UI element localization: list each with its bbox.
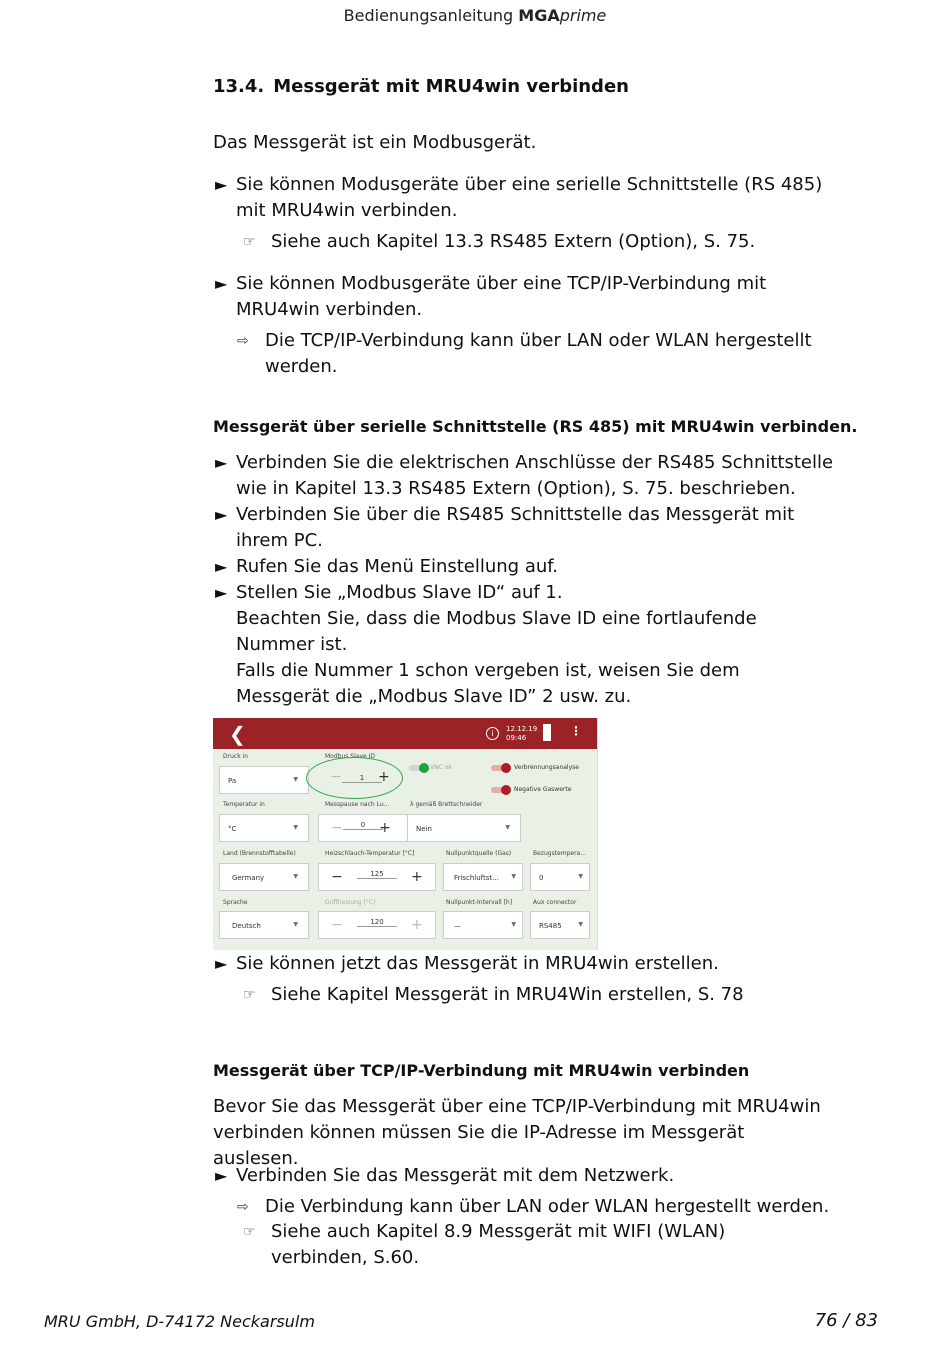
caret-down-icon: ▼ (293, 921, 298, 928)
nullint-label: Nullpunkt-Intervall [h] (446, 899, 513, 906)
page-number: 76 / 83 (814, 1310, 878, 1331)
griff-stepper[interactable]: − 120 + (318, 911, 436, 939)
messpause-stepper[interactable]: − 0 + (318, 814, 408, 842)
temp-select[interactable]: °C ▼ (219, 814, 309, 842)
caret-down-icon: ▼ (578, 921, 583, 928)
intro-text: Das Messgerät ist ein Modbusgerät. (213, 132, 537, 153)
heiz-label: Heizschlauch-Temperatur [°C] (325, 850, 415, 857)
minus-icon[interactable]: − (331, 917, 343, 933)
serial-heading: Messgerät über serielle Schnittstelle (RS 485) mit MRU4win verbinden. (213, 417, 858, 436)
serial-note-1: Beachten Sie, dass die Modbus Slave ID eine fortlaufende Nummer ist. (236, 608, 757, 655)
lambda-select[interactable]: Nein ▼ (407, 814, 521, 842)
aux-label: Aux connector (533, 899, 577, 906)
land-label: Land (Brennstofftabelle) (223, 850, 296, 857)
bullet-arrow-icon: ► (215, 954, 228, 973)
footer-company: MRU GmbH, D-74172 Neckarsulm (44, 1312, 315, 1331)
bullet-arrow-icon: ► (215, 557, 228, 576)
brand-italic: prime (559, 6, 607, 25)
temp-label: Temperatur in (223, 801, 265, 808)
info-icon[interactable]: i (486, 727, 499, 740)
pointing-hand-icon: ☞ (243, 1224, 256, 1240)
heiz-stepper[interactable]: − 125 + (318, 863, 436, 891)
pointing-hand-icon: ☞ (243, 987, 256, 1003)
bullet-arrow-icon: ► (215, 453, 228, 472)
messpause-label: Messpause nach Lu... (325, 801, 390, 808)
pointing-hand-icon: ☞ (243, 234, 256, 250)
caret-down-icon: ▼ (505, 824, 510, 831)
result-arrow-icon: ⇨ (237, 333, 249, 349)
plus-icon[interactable]: + (411, 869, 423, 885)
plus-icon[interactable]: + (379, 820, 391, 836)
caret-down-icon: ▼ (293, 824, 298, 831)
more-menu-icon[interactable]: ⋮ (570, 724, 582, 738)
lambda-label: λ gemäß Brettschneider (410, 801, 483, 808)
nullint-select[interactable]: — ▼ (443, 911, 523, 939)
tcp-heading: Messgerät über TCP/IP-Verbindung mit MRU4win verbinden (213, 1061, 750, 1080)
serial-step-1: ► Verbinden Sie die elektrischen Anschlüsse der RS485 Schnittstelle wie in Kapitel 13.3 RS485 Extern (Option), S. 75. beschrieben. (215, 452, 834, 499)
bezug-select[interactable]: 0 ▼ (530, 863, 590, 891)
serial-step-2: ► Verbinden Sie über die RS485 Schnittstelle das Messgerät mit ihrem PC. (215, 504, 795, 551)
bullet-tcp: ► Sie können Modbusgeräte über eine TCP/IP-Verbindung mit MRU4win verbinden. (215, 273, 767, 320)
caret-down-icon: ▼ (578, 873, 583, 880)
bezug-label: Bezugstempera... (533, 850, 586, 857)
section-title: 13.4. Messgerät mit MRU4win verbinden (213, 76, 629, 97)
back-arrow-icon[interactable]: ❮ (229, 722, 246, 746)
sprache-label: Sprache (223, 899, 248, 906)
druck-select[interactable]: Pa ▼ (219, 766, 309, 794)
result-arrow-icon: ⇨ (237, 1199, 249, 1215)
serial-note-2: Falls die Nummer 1 schon vergeben ist, weisen Sie dem Messgerät die „Modbus Slave ID” 2 usw. zu. (236, 660, 740, 707)
griff-label: Griffheizung [°C] (325, 899, 376, 906)
brand-bold: MGA (518, 6, 560, 25)
bullet-arrow-icon: ► (215, 1166, 228, 1185)
verbrennung-label: Verbrennungsanalyse (514, 764, 579, 771)
serial-step-3: ► Rufen Sie das Menü Einstellung auf. (215, 554, 845, 580)
minus-icon[interactable]: − (330, 769, 342, 785)
bullet-arrow-icon: ► (215, 274, 228, 293)
device-screenshot (213, 718, 598, 950)
caret-down-icon: ▼ (511, 921, 516, 928)
page-header: Bedienungsanleitung MGAprime (343, 6, 607, 25)
sprache-select[interactable]: Deutsch ▼ (219, 911, 309, 939)
modbus-label: Modbus Slave ID (325, 753, 375, 760)
caret-down-icon: ▼ (293, 776, 298, 783)
bullet-arrow-icon: ► (215, 505, 228, 524)
caret-down-icon: ▼ (293, 873, 298, 880)
bullet-serial: ► Sie können Modusgeräte über eine serielle Schnittstelle (RS 485) mit MRU4win verbinden. (215, 174, 823, 221)
vnc-toggle[interactable] (409, 765, 429, 771)
serial-step-5: ► Sie können jetzt das Messgerät in MRU4win erstellen. (215, 951, 845, 977)
negative-toggle[interactable] (491, 787, 511, 793)
highlight-circle (306, 757, 403, 799)
modbus-stepper[interactable]: − 1 + (330, 769, 390, 785)
tcp-step-1: ► Verbinden Sie das Messgerät mit dem Netzwerk. (215, 1163, 845, 1189)
battery-icon (543, 724, 551, 741)
device-datetime: 12.12.19 09:46 (506, 725, 538, 742)
druck-label: Druck in (223, 753, 249, 760)
vnc-label: VNC ok (430, 764, 452, 771)
negative-label: Negative Gaswerte (514, 786, 572, 793)
aux-select[interactable]: RS485 ▼ (530, 911, 590, 939)
tcp-intro: Bevor Sie das Messgerät über eine TCP/IP-Verbindung mit MRU4win verbinden können müssen Sie die IP-Adresse im Messgerät auslesen. (213, 1096, 821, 1169)
bullet-arrow-icon: ► (215, 175, 228, 194)
minus-icon[interactable]: − (331, 869, 343, 885)
land-select[interactable]: Germany ▼ (219, 863, 309, 891)
plus-icon[interactable]: + (411, 917, 423, 933)
plus-icon[interactable]: + (378, 769, 390, 785)
caret-down-icon: ▼ (511, 873, 516, 880)
minus-icon[interactable]: − (331, 820, 343, 836)
bullet-arrow-icon: ► (215, 583, 228, 602)
verbrennung-toggle[interactable] (491, 765, 511, 771)
null-select[interactable]: Frischluftst... ▼ (443, 863, 523, 891)
serial-step-4: ► Stellen Sie „Modbus Slave ID“ auf 1. (215, 580, 845, 606)
device-title-bar (213, 718, 597, 749)
null-label: Nullpunktquelle (Gas) (446, 850, 512, 857)
